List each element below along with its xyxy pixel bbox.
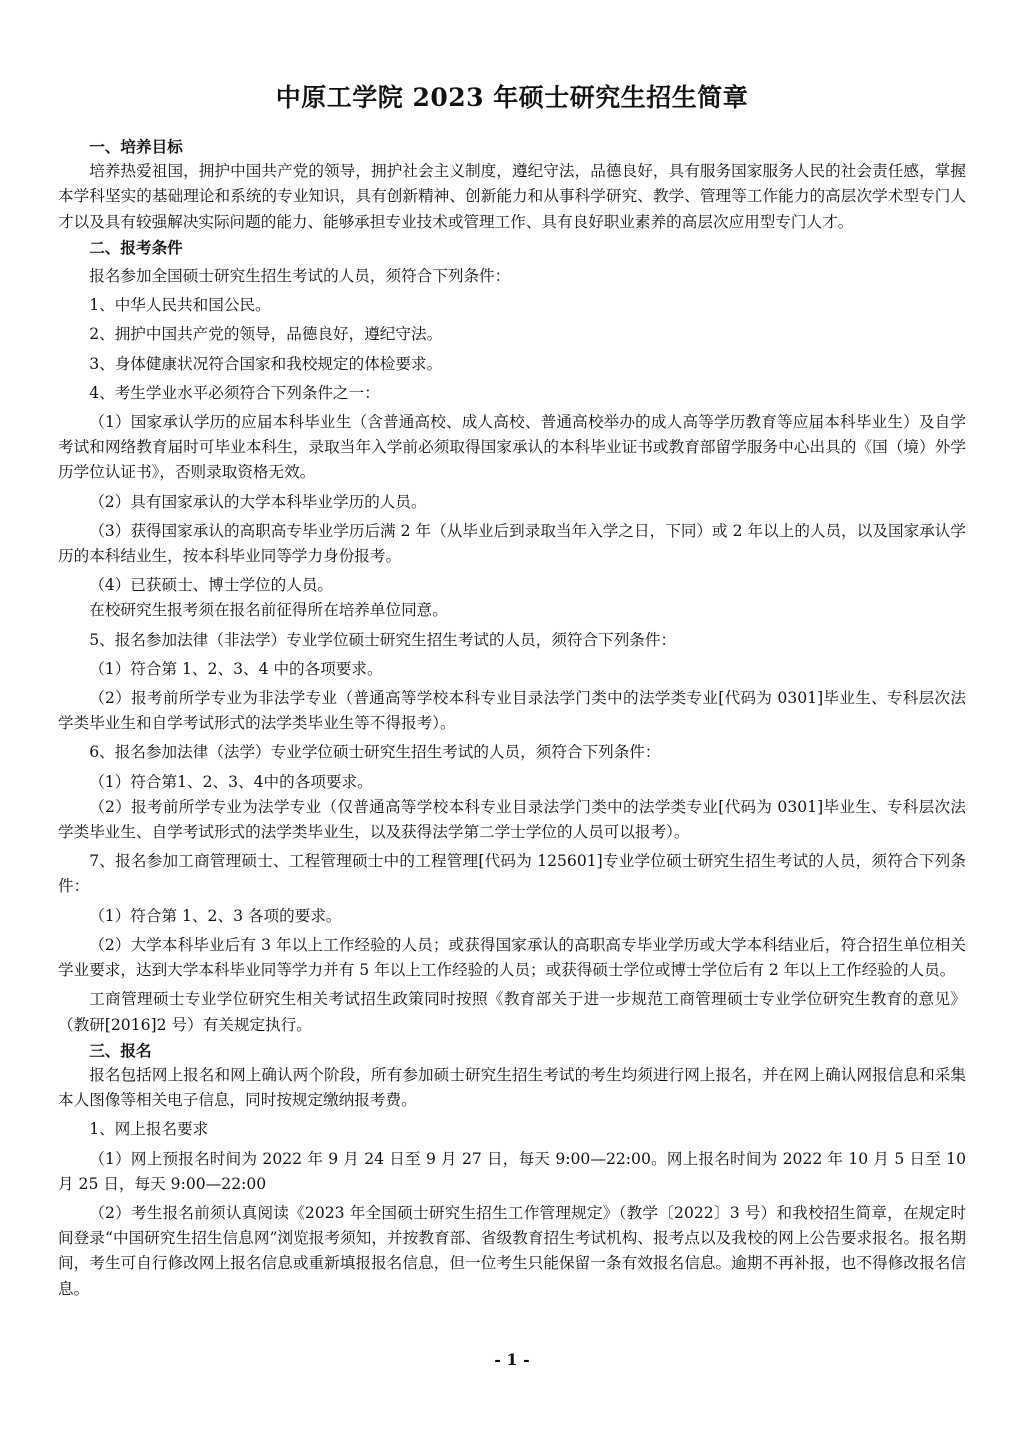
paragraph: 在校研究生报考须在报名前征得所在培养单位同意。	[89, 601, 448, 620]
paragraph: （1）国家承认学历的应届本科毕业生（含普通高校、成人高校、普通高校举办的成人高等学历教育等应届本科毕业生）及自学考试和网络教育届时可毕业本科生，录取当年入学前必须取得国家承认的本科毕业证书或教育部留学服务中心出具的《国（境）外学历学位认证书》，否则录取资格无效。	[58, 413, 966, 482]
paragraph: （2）大学本科毕业后有 3 年以上工作经验的人员；或获得国家承认的高职高专毕业学历或大学本科结业后，符合招生单位相关学业要求，达到大学本科毕业同等学力并有 5 年以上工作经验的人员；或获得硕士学位或博士学位后有 2 年以上工作经验的人员。	[58, 935, 966, 980]
paragraph: 7、报名参加工商管理硕士、工程管理硕士中的工程管理[代码为 125601]专业学位硕士研究生招生考试的人员，须符合下列条件：	[58, 852, 966, 896]
paragraph: （1）符合第 1、2、3 各项的要求。	[89, 906, 342, 925]
section-heading: 二、报考条件	[89, 237, 183, 257]
paragraph: 1、中华人民共和国公民。	[89, 296, 271, 315]
paragraph: 3、身体健康状况符合国家和我校规定的体检要求。	[89, 354, 443, 373]
section-heading: 三、报名	[89, 1040, 152, 1060]
section-heading: 一、培养目标	[89, 137, 183, 156]
paragraph: 6、报名参加法律（法学）专业学位硕士研究生招生考试的人员，须符合下列条件：	[89, 743, 661, 762]
document-body	[58, 134, 966, 1302]
paragraph: 报名参加全国硕士研究生招生考试的人员，须符合下列条件：	[89, 267, 511, 286]
paragraph: 培养热爱祖国，拥护中国共产党的领导，拥护社会主义制度，遵纪守法，品德良好，具有服务国家服务人民的社会责任感，掌握本学科坚实的基础理论和系统的专业知识，具有创新精神、创新能力和从事科学研究、教学、管理等工作能力的高层次学术型专门人才以及具有较强解决实际问题的能力、能够承担专业技术或管理工作、具有良好职业素养的高层次应用型专门人才。	[58, 162, 966, 231]
paragraph: 1、网上报名要求	[89, 1120, 209, 1139]
paragraph: （4）已获硕士、博士学位的人员。	[89, 576, 334, 595]
document-title: 中原工学院 2023 年硕士研究生招生简章	[275, 83, 749, 112]
paragraph: （2）具有国家承认的大学本科毕业学历的人员。	[89, 492, 427, 511]
paragraph: （2）报考前所学专业为法学专业（仅普通高等学校本科专业目录法学门类中的法学类专业[代码为 0301]毕业生、专科层次法学类毕业生、自学考试形式的法学类毕业生，以及获得法学第二学士学位的人员可以报考）。	[58, 797, 966, 842]
paragraph: （1）符合第1、2、3、4中的各项要求。	[89, 772, 373, 791]
paragraph: （3）获得国家承认的高职高专毕业学历后满 2 年（从毕业后到录取当年入学之日，下同）或 2 年以上的人员，以及国家承认学历的本科结业生，按本科毕业同等学力身份报考。	[58, 521, 966, 566]
paragraph: 2、拥护中国共产党的领导，品德良好，遵纪守法。	[89, 325, 443, 344]
paragraph: 工商管理硕士专业学位研究生相关考试招生政策同时按照《教育部关于进一步规范工商管理硕士专业学位研究生教育的意见》（教研[2016]2 号）有关规定执行。	[58, 990, 966, 1034]
paragraph: （1）网上预报名时间为 2022 年 9 月 24 日至 9 月 27 日，每天 9:00—22:00。网上报名时间为 2022 年 10 月 5 日至 10 月 25 日，每天 9:00—22:00	[58, 1149, 966, 1193]
paragraph: 4、考生学业水平必须符合下列条件之一：	[89, 383, 380, 402]
paragraph: （2）考生报名前须认真阅读《2023 年全国硕士研究生招生工作管理规定》（教学〔2022〕3 号）和我校招生简章，在规定时间登录“中国研究生招生信息网”浏览报考须知，并按教育部、省级教育招生考试机构、报考点以及我校的网上公告要求报名。报名期间，考生可自行修改网上报名信息或重新填报报名信息，但一位考生只能保留一条有效报名信息。逾期不再补报，也不得修改报名信息。	[58, 1203, 966, 1298]
paragraph: 报名包括网上报名和网上确认两个阶段，所有参加硕士研究生招生考试的考生均须进行网上报名，并在网上确认网报信息和采集本人图像等相关电子信息，同时按规定缴纳报考费。	[58, 1065, 966, 1110]
paragraph: （1）符合第 1、2、3、4 中的各项要求。	[89, 659, 383, 678]
page-number: - 1 -	[494, 1350, 530, 1369]
paragraph: （2）报考前所学专业为非法学专业（普通高等学校本科专业目录法学门类中的法学类专业[代码为 0301]毕业生、专科层次法学类毕业生和自学考试形式的法学类毕业生等不得报考）。	[58, 689, 966, 733]
paragraph: 5、报名参加法律（非法学）专业学位硕士研究生招生考试的人员，须符合下列条件：	[89, 630, 677, 649]
